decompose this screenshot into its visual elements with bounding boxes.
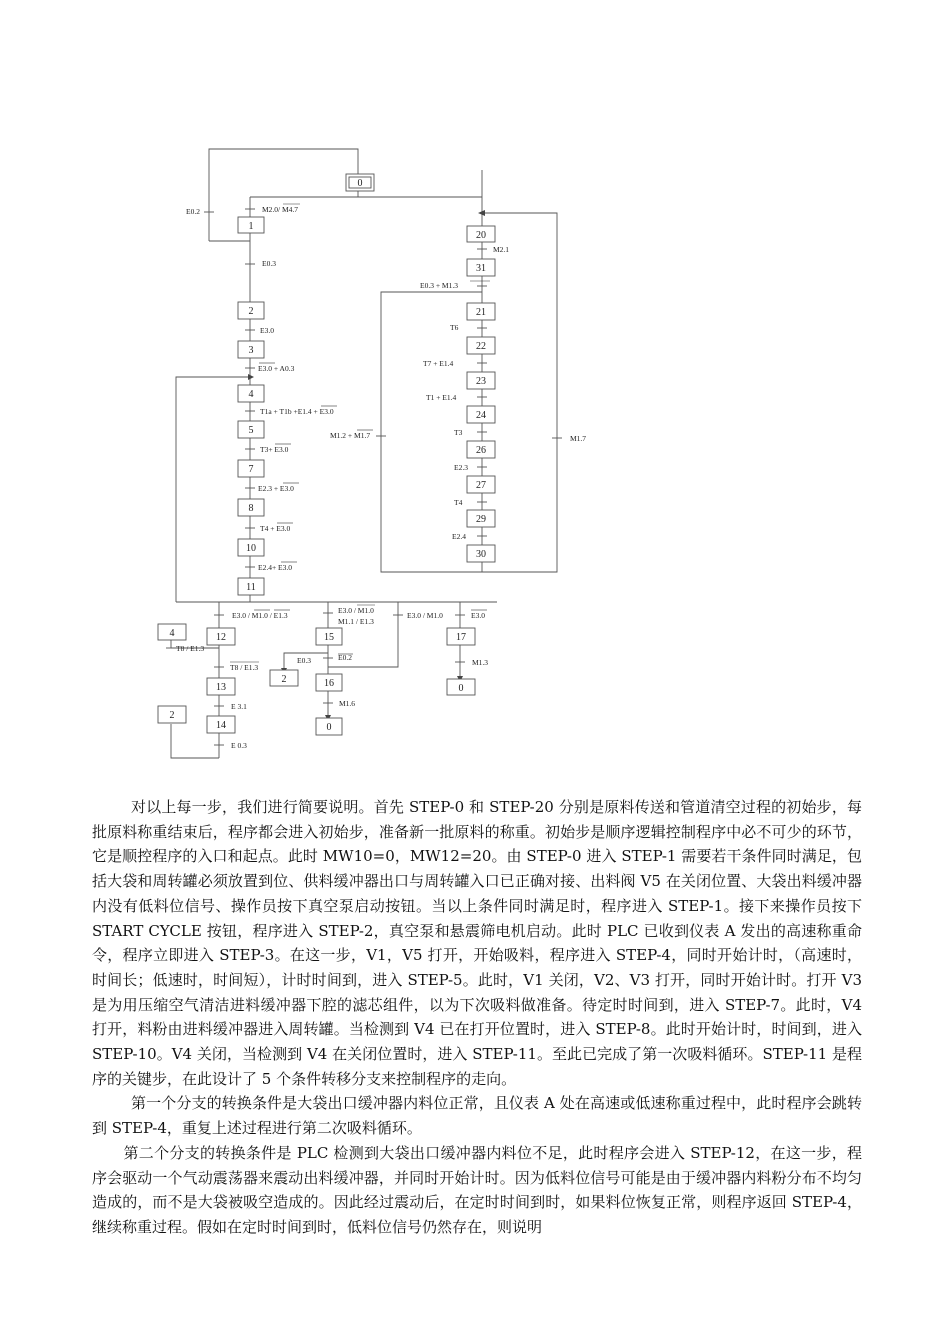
cond-t4: T4 + E3.0 — [260, 524, 291, 533]
step-13: 13 — [216, 682, 226, 693]
paragraph-1: 对以上每一步，我们进行简要说明。首先 STEP-0 和 STEP-20 分别是原料传送和管道清空过程的初始步，每批原料称重结束后，程序都会进入初始步，准备新一批原料的称重。初始步是顺序逻辑控制程序中必不可少的环节，它是顺控程序的入口和起点。此时 MW10=0，MW12=20。由 STEP-0 进入 STEP-1 需要若干条件同时满足，包括大袋和周转罐必须放置到位、供料缓冲器出口与周转罐入口已正确对接、出料阀 V5 在关闭位置、大袋出料缓冲器内没有低料位信号、操作员按下真空泵启动按钮。当以上条件同时满足时，程序进入 STEP-1。接下来操作员按下 START CYCLE 按钮，程序进入 STEP-2，真空泵和悬震筛电机启动。此时 PLC 已收到仪表 A 发出的高速称重命令，程序立即进入 STEP-3。在这一步，V1，V5 打开，开始吸料，程序进入 STEP-4，同时开始计时，（高速时，时间长；低速时，时间短），计时时间到，进入 STEP-5。此时，V1 关闭，V2、V3 打开，同时开始计时。打开 V3 是为用压缩空气清洁进料缓冲器下腔的滤芯组件，以为下次吸料做准备。待定时时间到，进入 STEP-7。此时，V4 打开，料粉由进料缓冲器进入周转罐。当检测到 V4 已在打开位置时，进入 STEP-8。此时开始计时，时间到，进入 STEP-10。V4 关闭，当检测到 V4 在关闭位置时，进入 STEP-11。至此已完成了第一次吸料循环。STEP-11 是程序的关键步，在此设计了 5 个条件转移分支来控制程序的走向。 — [92, 798, 862, 1088]
step-21: 21 — [476, 307, 486, 318]
cond-t8-right: T8 / E1.3 — [230, 663, 259, 672]
step-8: 8 — [248, 503, 254, 514]
target-step-0-mid: 0 — [326, 722, 332, 733]
cond-m12-m17: M1.2 + M1.7 — [330, 431, 371, 440]
step-26: 26 — [476, 445, 486, 456]
target-step-2-mid: 2 — [281, 674, 287, 685]
cond-m16: M1.6 — [339, 699, 356, 708]
paragraph-2: 第一个分支的转换条件是大袋出口缓冲器内料位正常，且仪表 A 处在高速或低速称重过程中，此时程序会跳转到 STEP-4，重复上述过程进行第二次吸料循环。 — [92, 1094, 862, 1138]
cond-e23b: E2.3 — [454, 463, 468, 472]
step-22: 22 — [476, 341, 486, 352]
cond-branch-12: E3.0 / M1.0 / E1.3 — [232, 611, 288, 620]
step-0: 0 — [357, 178, 363, 189]
cond-m20-m47: M2.0/ M4.7 — [262, 205, 299, 214]
step-31: 31 — [476, 263, 486, 274]
step-20: 20 — [476, 230, 486, 241]
body-text — [92, 795, 862, 1240]
step-11: 11 — [246, 582, 256, 593]
step-4: 4 — [248, 389, 254, 400]
cond-t1: T1 + E1.4 — [426, 393, 457, 402]
step-24: 24 — [476, 410, 486, 421]
cond-t3b: T3 — [454, 428, 463, 437]
step-15: 15 — [324, 632, 334, 643]
cond-t3: T3+ E3.0 — [260, 445, 289, 454]
cond-e31: E 3.1 — [231, 702, 247, 711]
cond-e03-bottom: E 0.3 — [231, 741, 247, 750]
step-3: 3 — [248, 345, 254, 356]
cond-t8-left: T8 / E1.3 — [176, 644, 205, 653]
connection-lines — [171, 149, 557, 758]
cond-e24: E2.4+ E3.0 — [258, 563, 293, 572]
step-27: 27 — [476, 480, 486, 491]
cond-branch-16: E3.0 / M1.0 — [407, 611, 443, 620]
target-step-2-left: 2 — [169, 710, 175, 721]
cond-t6: T6 — [450, 323, 459, 332]
cond-t1a: T1a + T1b +E1.4 + E3.0 — [260, 407, 334, 416]
cond-e30-17: E3.0 — [471, 611, 485, 620]
target-step-4: 4 — [169, 628, 175, 639]
cond-e02: E0.2 — [186, 207, 200, 216]
step-14: 14 — [216, 720, 226, 731]
step-12: 12 — [216, 632, 226, 643]
cond-e03-m13: E0.3 + M1.3 — [420, 281, 458, 290]
cond-t4b: T4 — [454, 498, 463, 507]
step-16: 16 — [324, 678, 334, 689]
cond-m21: M2.1 — [493, 245, 510, 254]
cond-t7: T7 + E1.4 — [423, 359, 454, 368]
step-boxes — [158, 174, 495, 735]
target-step-0-right: 0 — [458, 683, 464, 694]
step-7: 7 — [248, 464, 254, 475]
cond-e30: E3.0 — [260, 326, 274, 335]
step-10: 10 — [246, 543, 256, 554]
cond-branch-15a: E3.0 / M1.0 — [338, 606, 374, 615]
cond-branch-15b: M1.1 / E1.3 — [338, 617, 374, 626]
step-1: 1 — [248, 221, 254, 232]
cond-e02-mid: E0.2 — [338, 653, 352, 662]
step-23: 23 — [476, 376, 486, 387]
step-2: 2 — [248, 306, 254, 317]
cond-e30-a03: E3.0 + A0.3 — [258, 364, 295, 373]
cond-e23: E2.3 + E3.0 — [258, 484, 294, 493]
cond-m17: M1.7 — [570, 434, 587, 443]
cond-e03: E0.3 — [262, 259, 276, 268]
cond-m13: M1.3 — [472, 658, 489, 667]
step-17: 17 — [456, 632, 466, 643]
step-30: 30 — [476, 549, 486, 560]
step-29: 29 — [476, 514, 486, 525]
transition-ticks — [166, 209, 562, 745]
paragraph-3: 第二个分支的转换条件是 PLC 检测到大袋出口缓冲器内料位不足，此时程序会进入 STEP-12，在这一步，程序会驱动一个气动震荡器来震动出料缓冲器，并同时开始计时。因为低料位信号可能是由于缓冲器内料粉分布不均匀造成的，而不是大袋被吸空造成的。因此经过震动后，在定时时间到时，如果料位恢复正常，则程序返回 STEP-4，继续称重过程。假如在定时时间到时，低料位信号仍然存在，则说明 — [92, 1143, 862, 1236]
cond-e24b: E2.4 — [452, 532, 466, 541]
step-5: 5 — [248, 425, 254, 436]
cond-e03-mid: E0.3 — [297, 656, 311, 665]
